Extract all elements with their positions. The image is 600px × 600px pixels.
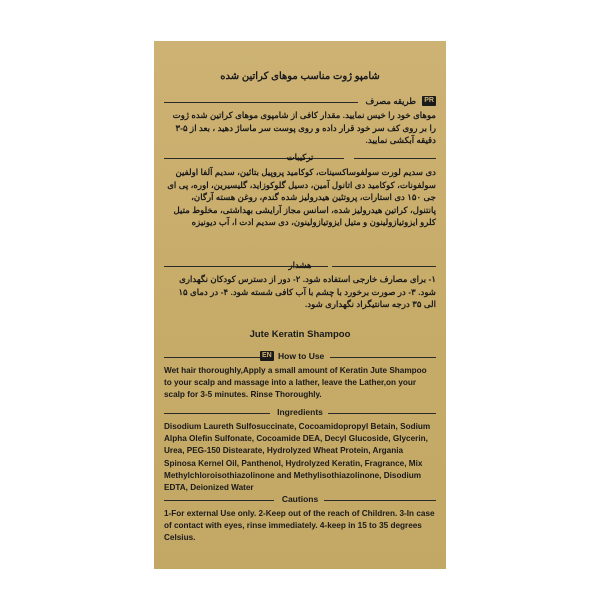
- product-label: [154, 41, 446, 569]
- english-ingredients-header: [164, 407, 436, 418]
- divider: [324, 500, 436, 501]
- persian-ingredients-header: [164, 152, 436, 163]
- divider: [328, 413, 436, 414]
- persian-ingredients-text: دی سدیم لورت سولفوساکسینات، کوکامید پروپیل بتائین، سدیم آلفا اولفین سولفونات، کوکامید دی اتانول آمین، دسیل گلوکوزاید، گلیسیرین، اوره، پی ای جی ۱۵۰ دی استارات، پروتئین هیدرولیز شده گندم، روغن هسته آرگان، پانتنول، کراتین هیدرولیز شده، اسانس مجاز آرایشی بهداشتی، مخلوط متیل کلرو ایزوتیازولینون و متیل ایزوتیازولینون، دی سدیم ادت ا، آب دیونیزه: [167, 167, 436, 228]
- english-ingredients-heading: Ingredients: [277, 407, 323, 417]
- english-badge: EN: [262, 352, 272, 359]
- english-usage-header: [164, 351, 436, 362]
- divider: [164, 102, 358, 103]
- english-title: Jute Keratin Shampoo: [249, 329, 351, 340]
- persian-cautions-text: ۱- برای مصارف خارجی استفاده شود. ۲- دور از دسترس کودکان نگهداری شود. ۳- در صورت برخورد با چشم با آب کافی شسته شود. ۴- در دمای ۱۵ الی ۳۵ درجه سانتیگراد نگهداری شود.: [178, 274, 436, 310]
- divider: [354, 158, 436, 159]
- persian-usage-header: [164, 96, 436, 107]
- divider: [330, 357, 436, 358]
- persian-usage-text: موهای خود را خیس نمایید. مقدار کافی از شامپوی موهای کراتین شده ژوت را بر روی کف سر خود قرار داده و روی پوست سر ماساژ دهید ، بعد از ۵-۳ دقیقه آبکشی نمایید.: [172, 110, 436, 146]
- english-cautions-text: 1-For external Use only. 2-Keep out of the reach of Children. 3-In case of contact with eyes, rinse immediately. 4-keep in 15 to 35 degrees Celsius.: [164, 509, 435, 543]
- persian-cautions-heading: هشدار: [288, 260, 312, 270]
- persian-ingredients-heading: ترکیبات: [286, 152, 314, 162]
- divider: [332, 266, 436, 267]
- persian-title: شامپو ژوت مناسب موهای کراتین شده: [220, 71, 380, 82]
- english-cautions-heading: Cautions: [281, 494, 319, 504]
- persian-cautions-header: [164, 260, 436, 271]
- english-cautions-header: [164, 494, 436, 505]
- english-ingredients-text: Disodium Laureth Sulfosuccinate, Cocoamidopropyl Betain, Sodium Alpha Olefin Sulfonate, Cocoamide DEA, Decyl Glucoside, Glycerin, Urea, PEG-150 Distearate, Hydrolyzed Wheat Protein, Argania Spinosa Kernel Oil, Panthenol, Hydrolyzed Keratin, Fragrance, Mix Methylchloroisothiazolinone and Methylisothiazolinone, Disodium EDTA, Deionized Water: [164, 422, 431, 493]
- divider: [164, 357, 260, 358]
- persian-usage-heading: طریقه مصرف: [365, 96, 416, 106]
- english-usage-heading: How to Use: [278, 351, 325, 361]
- english-usage-text: Wet hair thoroughly,Apply a small amount of Keratin Jute Shampoo to your scalp and massage into a lather, leave the Lather,on your scalp for 3-5 minutes. Rinse Thoroughly.: [164, 366, 427, 400]
- persian-badge: PR: [424, 97, 434, 104]
